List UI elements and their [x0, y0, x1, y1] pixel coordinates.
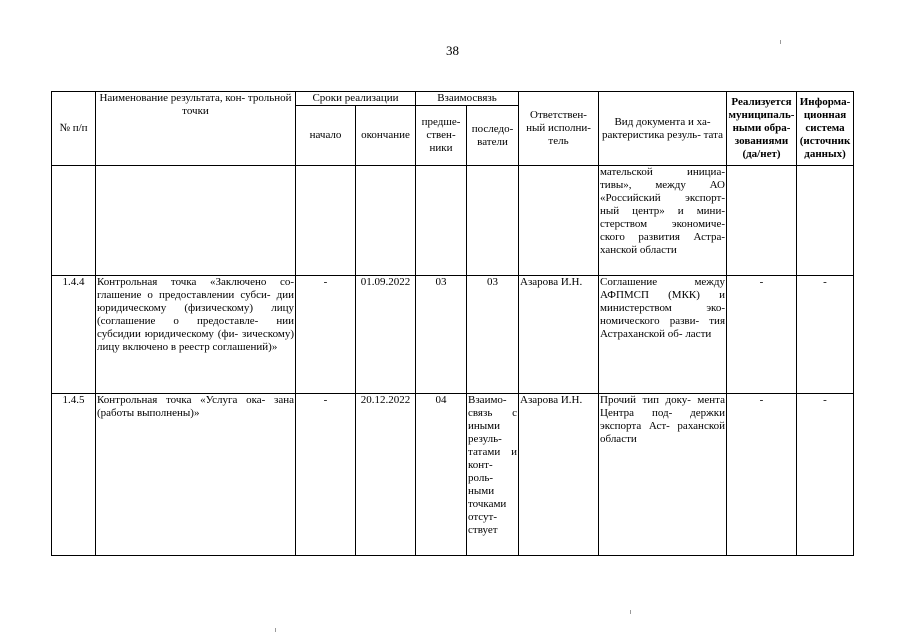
cell-start: - [296, 276, 356, 394]
header-municipal: Реализуется муниципаль- ными обра- зованиями (да/нет) [727, 92, 797, 166]
header-doc-type: Вид документа и ха- рактеристика резуль- тата [599, 92, 727, 166]
scan-mark [630, 610, 631, 614]
header-name: Наименование результата, кон- трольной точки [96, 92, 296, 166]
cell-doc: Соглашение между АФПМСП (МКК) и министерством эко- номического разви- тия Астраханской об- ласти [599, 276, 727, 394]
cell-name [96, 166, 296, 276]
cell-responsible: Азарова И.Н. [519, 276, 599, 394]
cell-successors: 03 [467, 276, 519, 394]
header-start: начало [296, 106, 356, 166]
cell-end [356, 166, 416, 276]
cell-name: Контрольная точка «Услуга ока- зана (работы выполнены)» [96, 394, 296, 556]
cell-num: 1.4.5 [52, 394, 96, 556]
header-responsible: Ответствен- ный исполни- тель [519, 92, 599, 166]
cell-responsible: Азарова И.Н. [519, 394, 599, 556]
cell-predecessors: 03 [416, 276, 467, 394]
cell-municipal: - [727, 276, 797, 394]
cell-successors: Взаимо- связь с иными резуль- татами и конт- роль- ными точками отсут- ствует [467, 394, 519, 556]
cell-info-system: - [797, 276, 854, 394]
cell-doc: мательской инициа- тивы», между АО «Российский экспорт- ный центр» и мини- стерством экономиче- ского развития Астра- ханской области [599, 166, 727, 276]
cell-predecessors [416, 166, 467, 276]
cell-name: Контрольная точка «Заключено со- глашение о предоставлении субси- дии юридическому (физическому) лицу (соглашение о предоставле- нии субсидии юридическому (фи- зическому) лицу включено в реестр соглашений)» [96, 276, 296, 394]
table-row [52, 394, 854, 556]
cell-end: 01.09.2022 [356, 276, 416, 394]
cell-start [296, 166, 356, 276]
header-relation: Взаимосвязь [416, 92, 519, 106]
scan-mark [780, 40, 781, 44]
cell-successors [467, 166, 519, 276]
cell-info-system [797, 166, 854, 276]
header-num: № п/п [52, 92, 96, 166]
cell-municipal: - [727, 394, 797, 556]
cell-num [52, 166, 96, 276]
cell-num: 1.4.4 [52, 276, 96, 394]
cell-doc: Прочий тип доку- мента Центра под- держки экспорта Аст- раханской области [599, 394, 727, 556]
cell-responsible [519, 166, 599, 276]
header-end: окончание [356, 106, 416, 166]
table-row [52, 276, 854, 394]
cell-end: 20.12.2022 [356, 394, 416, 556]
cell-municipal [727, 166, 797, 276]
table-row [52, 166, 854, 276]
cell-predecessors: 04 [416, 394, 467, 556]
header-deadlines: Сроки реализации [296, 92, 416, 106]
cell-start: - [296, 394, 356, 556]
page-number: 38 [446, 43, 459, 58]
scan-mark [275, 628, 276, 632]
header-successors: последо- ватели [467, 106, 519, 166]
cell-info-system: - [797, 394, 854, 556]
header-info-system: Информа- ционная система (источник данных) [797, 92, 854, 166]
header-predecessors: предше- ствен- ники [416, 106, 467, 166]
control-points-table [51, 91, 854, 556]
